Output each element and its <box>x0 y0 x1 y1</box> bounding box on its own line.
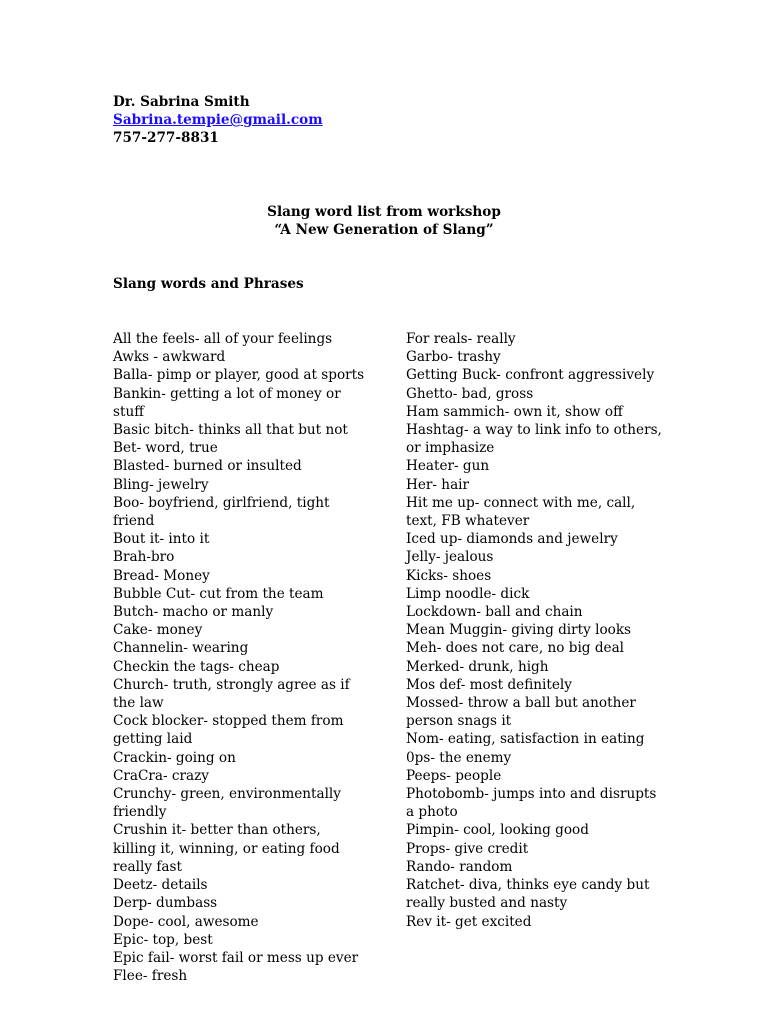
slang-entry: Ratchet- diva, thinks eye candy but really busted and nasty <box>406 877 650 912</box>
email-link[interactable]: Sabrina.tempie@gmail.com <box>113 112 323 129</box>
slang-entry: Cake- money <box>113 622 203 639</box>
slang-entry: Brah-bro <box>113 549 175 566</box>
slang-entry: Cock blocker- stopped them from getting laid <box>113 713 344 748</box>
slang-entry: Bling- jewelry <box>113 476 209 493</box>
slang-entry: Crackin- going on <box>113 749 236 766</box>
slang-entry: Boo- boyfriend, girlfriend, tight friend <box>113 494 330 530</box>
slang-entry: Dope- cool, awesome <box>113 913 259 930</box>
slang-entry: Lockdown- ball and chain <box>406 604 583 621</box>
title-line-1: Slang word list from workshop <box>267 204 501 220</box>
slang-entry: Ghetto- bad, gross <box>406 385 534 402</box>
slang-entry: Balla- pimp or player, good at sports <box>113 367 365 384</box>
slang-entry: Pimpin- cool, looking good <box>406 822 589 839</box>
slang-entry: Derp- dumbass <box>113 895 218 912</box>
slang-entry: Bread- Money <box>113 567 210 584</box>
slang-entry: Kicks- shoes <box>406 567 492 584</box>
slang-entry: Church- truth, strongly agree as if the law <box>113 676 350 712</box>
slang-entry: Blasted- burned or insulted <box>113 458 302 475</box>
phone-number: 757-277-8831 <box>113 130 219 147</box>
slang-entry: Awks - awkward <box>113 349 226 366</box>
slang-entry: Limp noodle- dick <box>406 585 530 602</box>
slang-entry: Mos def- most definitely <box>406 676 572 693</box>
slang-entry: Mossed- throw a ball but another person snags it <box>406 695 636 730</box>
slang-entry: Checkin the tags- cheap <box>113 658 280 675</box>
slang-entry: Butch- macho or manly <box>113 604 274 621</box>
slang-entry: Epic- top, best <box>113 931 213 948</box>
slang-entry: Crunchy- green, environmentally friendly <box>113 786 341 821</box>
slang-entry: Props- give credit <box>406 840 529 857</box>
slang-entry: Basic bitch- thinks all that but not <box>113 422 348 439</box>
slang-entry: For reals- really <box>406 331 516 347</box>
title-line-2: “A New Generation of Slang” <box>274 222 494 239</box>
slang-entry: Flee- fresh <box>113 968 188 985</box>
slang-entry: CraCra- crazy <box>113 767 209 784</box>
contact-header <box>113 93 323 148</box>
section-heading: Slang words and Phrases <box>113 276 304 292</box>
slang-entry: Merked- drunk, high <box>406 658 549 675</box>
slang-entry: Rando- random <box>406 858 513 875</box>
slang-entry: Hit me up- connect with me, call, text, FB whatever <box>406 494 636 530</box>
slang-entry: Bet- word, true <box>113 440 218 457</box>
slang-entry: Bubble Cut- cut from the team <box>113 585 324 602</box>
slang-entry: Jelly- jealous <box>406 549 494 566</box>
slang-list-right <box>406 330 668 931</box>
slang-entry: Meh- does not care, no big deal <box>406 640 625 657</box>
slang-entry: Deetz- details <box>113 877 208 894</box>
slang-entry: Peeps- people <box>406 767 502 784</box>
slang-entry: Mean Muggin- giving dirty looks <box>406 622 632 639</box>
slang-entry: Bout it- into it <box>113 531 210 548</box>
slang-list-left <box>113 330 368 985</box>
slang-entry: Channelin- wearing <box>113 640 249 657</box>
slang-entry: Epic fail- worst fail or mess up ever <box>113 949 359 966</box>
author-name: Dr. Sabrina Smith <box>113 94 250 110</box>
slang-entry: Bankin- getting a lot of money or stuff <box>113 385 341 420</box>
slang-entry: All the feels- all of your feelings <box>113 331 333 347</box>
slang-entry: Iced up- diamonds and jewelry <box>406 531 618 548</box>
document-title <box>0 203 768 239</box>
slang-entry: Hashtag- a way to link info to others, or imphasize <box>406 422 662 457</box>
slang-entry: Getting Buck- confront aggressively <box>406 367 655 384</box>
slang-entry: Nom- eating, satisfaction in eating <box>406 731 645 748</box>
slang-entry: Rev it- get excited <box>406 913 532 930</box>
slang-entry: Garbo- trashy <box>406 349 501 366</box>
slang-entry: Ham sammich- own it, show off <box>406 403 623 420</box>
slang-entry: 0ps- the enemy <box>406 749 512 766</box>
slang-entry: Crushin it- better than others, killing it, winning, or eating food really fast <box>113 822 340 875</box>
slang-entry: Her- hair <box>406 476 470 493</box>
slang-entry: Heater- gun <box>406 458 490 475</box>
slang-entry: Photobomb- jumps into and disrupts a photo <box>406 786 657 821</box>
